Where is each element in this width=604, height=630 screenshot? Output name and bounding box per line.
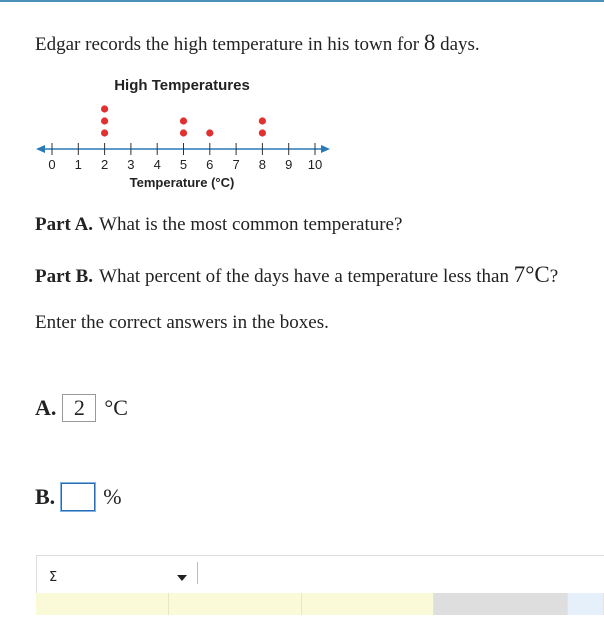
answer-b-unit: % — [103, 484, 122, 509]
data-dot — [180, 129, 187, 136]
intro-after: days. — [435, 34, 480, 55]
answer-b-row — [35, 483, 122, 511]
data-dot — [101, 129, 108, 136]
tick-label: 3 — [127, 157, 135, 172]
intro-before: Edgar records the high temperature in his town for — [35, 34, 424, 55]
keypad-key[interactable] — [169, 593, 302, 615]
answer-b-label: B. — [35, 484, 56, 509]
data-dot — [259, 117, 266, 124]
toolbar-divider — [197, 562, 198, 584]
tick-label: 10 — [307, 157, 323, 172]
axis-arrow-left — [36, 145, 45, 153]
tick-label: 8 — [258, 157, 267, 172]
answer-a-label: A. — [35, 395, 57, 420]
intro-number: 8 — [423, 30, 436, 55]
keypad-key[interactable] — [434, 593, 568, 615]
part-b-value: 7°C — [513, 262, 550, 287]
x-axis-label: Temperature (°C) — [129, 175, 235, 190]
tick-label: 0 — [48, 157, 56, 172]
part-b-after: ? — [549, 266, 559, 287]
dot-plot — [30, 70, 340, 195]
intro-text — [35, 30, 480, 56]
tick-label: 7 — [232, 157, 240, 172]
data-dot — [206, 129, 213, 136]
part-a-question — [35, 214, 402, 236]
math-toolbar — [36, 555, 604, 595]
axis-arrow-right — [321, 145, 330, 153]
tick-label: 1 — [74, 157, 82, 172]
answer-a-unit: °C — [104, 395, 128, 420]
keypad-key[interactable] — [36, 593, 169, 615]
part-b-label: Part B. — [35, 266, 94, 287]
data-dot — [259, 129, 266, 136]
data-dot — [180, 117, 187, 124]
answer-a-input[interactable] — [62, 394, 96, 422]
tick-label: 4 — [153, 157, 161, 172]
part-a-text: What is the most common temperature? — [99, 214, 403, 235]
instructions: Enter the correct answers in the boxes. — [35, 312, 329, 333]
part-b-text: What percent of the days have a temperature less than — [99, 266, 514, 287]
top-border — [0, 0, 604, 2]
chevron-down-icon[interactable] — [177, 575, 187, 581]
answer-a-row — [35, 394, 128, 422]
tick-label: 9 — [285, 157, 293, 172]
answer-b-input[interactable] — [61, 483, 95, 511]
part-b-question — [35, 262, 558, 288]
tick-label: 2 — [100, 157, 109, 172]
keypad-key[interactable] — [302, 593, 435, 615]
tick-label: 6 — [206, 157, 214, 172]
keypad-key[interactable] — [568, 593, 604, 615]
part-a-label: Part A. — [35, 214, 94, 235]
tick-label: 5 — [179, 157, 188, 172]
sigma-icon[interactable]: Σ — [49, 570, 58, 585]
data-dot — [101, 117, 108, 124]
data-dot — [101, 105, 108, 112]
chart-title: High Temperatures — [114, 77, 250, 94]
keypad-row — [36, 593, 604, 615]
